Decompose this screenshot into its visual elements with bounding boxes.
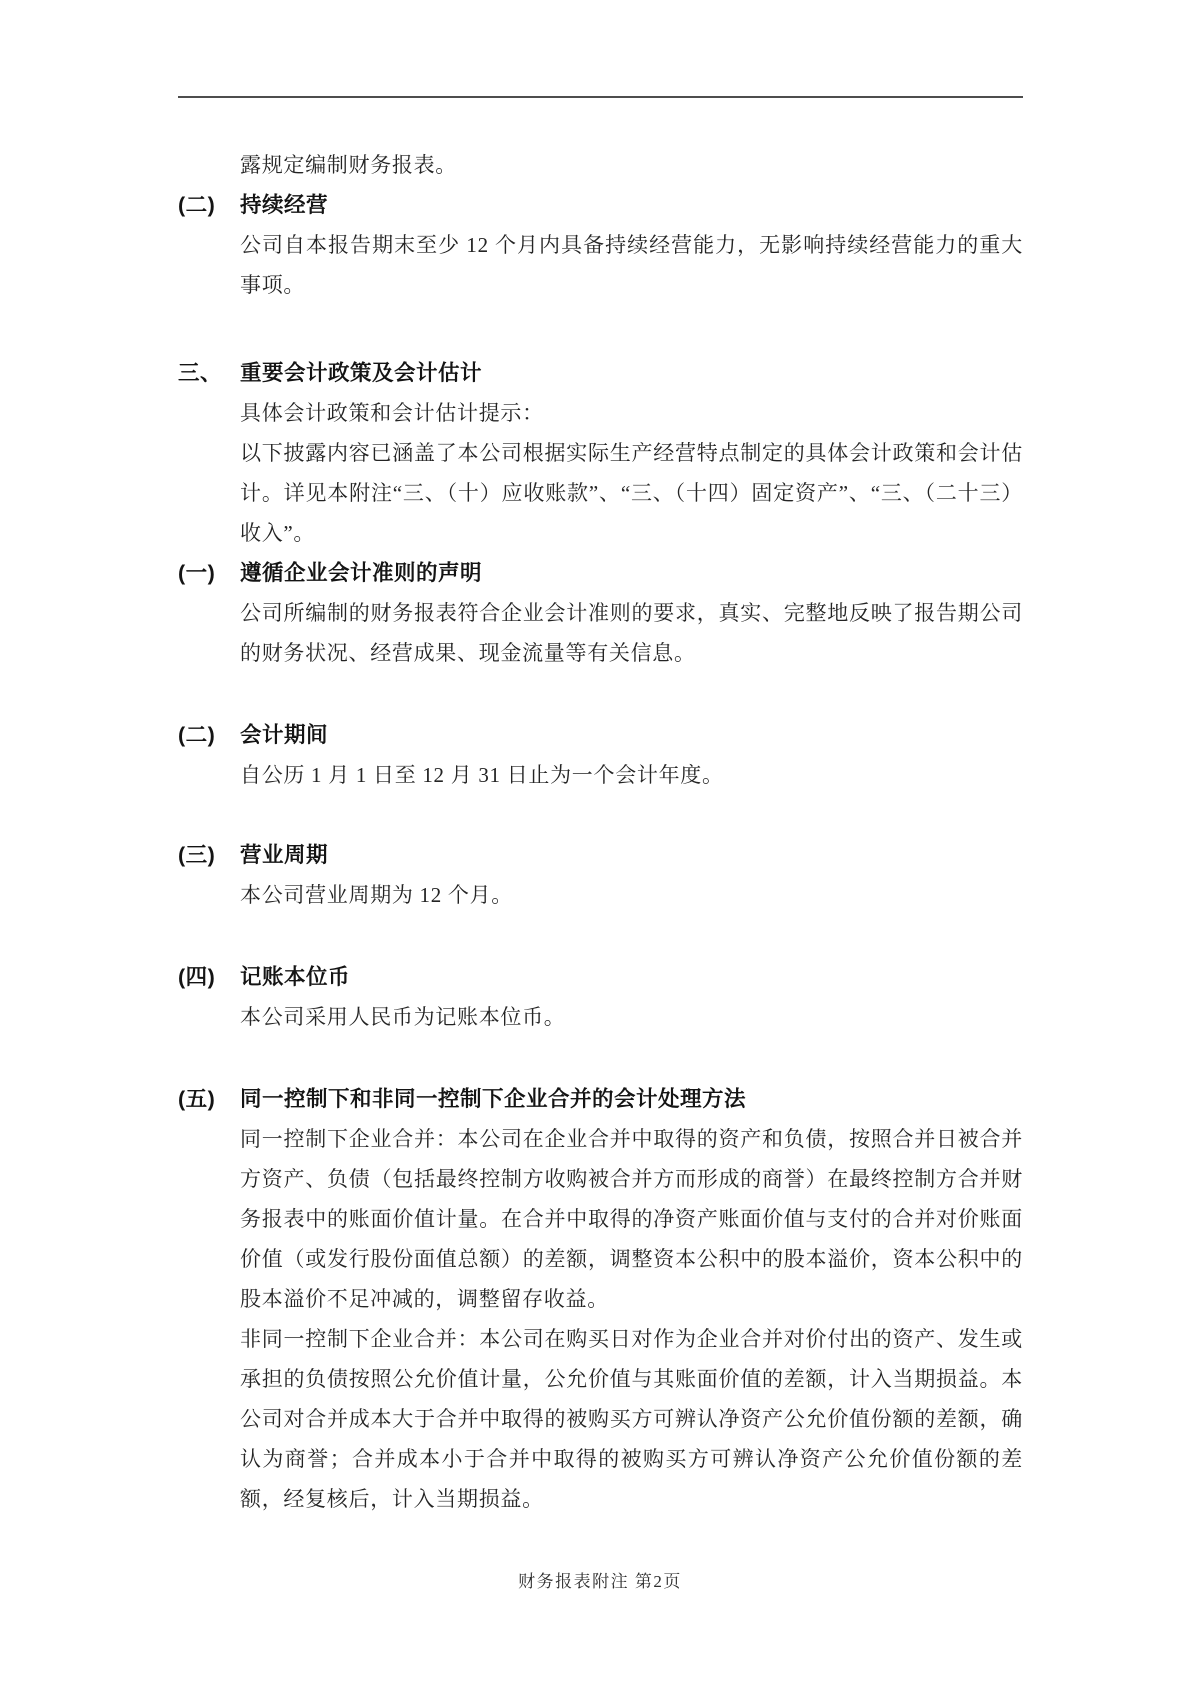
section-title: 营业周期 (240, 843, 329, 867)
section-heading-business-combinations (178, 1079, 1023, 1119)
page-footer (0, 1568, 1200, 1596)
section-heading-compliance-statement (178, 553, 1023, 593)
section-title: 记账本位币 (240, 965, 351, 989)
section-number: (一) (178, 561, 216, 585)
section-number: (二) (178, 193, 216, 217)
section-title: 会计期间 (240, 723, 329, 747)
chapter-number: 三、 (178, 361, 223, 385)
section-title: 持续经营 (240, 193, 329, 217)
paragraph-functional-currency: 本公司采用人民币为记账本位币。 (240, 1005, 566, 1029)
chapter-title: 重要会计政策及会计估计 (240, 361, 483, 385)
section-number: (四) (178, 965, 216, 989)
document-body (178, 145, 1023, 1519)
paragraph-policy-disclosure: 以下披露内容已涵盖了本公司根据实际生产经营特点制定的具体会计政策和会计估计。详见本附注“三、（十）应收账款”、“三、（十四）固定资产”、“三、（二十三）收入”。 (240, 441, 1023, 545)
section-title: 遵循企业会计准则的声明 (240, 561, 483, 585)
paragraph-accounting-period: 自公历 1 月 1 日至 12 月 31 日止为一个会计年度。 (240, 763, 724, 787)
section-heading-going-concern (178, 185, 1023, 225)
paragraph-intro-continuation: 露规定编制财务报表。 (240, 153, 457, 177)
section-heading-operating-cycle (178, 835, 1023, 875)
section-heading-functional-currency (178, 957, 1023, 997)
section-number: (五) (178, 1087, 216, 1111)
paragraph-non-same-control-combination: 非同一控制下企业合并：本公司在购买日对作为企业合并对价付出的资产、发生或承担的负债按照公允价值计量，公允价值与其账面价值的差额，计入当期损益。本公司对合并成本大于合并中取得的被购买方可辨认净资产公允价值份额的差额，确认为商誉；合并成本小于合并中取得的被购买方可辨认净资产公允价值份额的差额，经复核后，计入当期损益。 (240, 1327, 1023, 1511)
paragraph-same-control-combination: 同一控制下企业合并：本公司在企业合并中取得的资产和负债，按照合并日被合并方资产、负债（包括最终控制方收购被合并方而形成的商誉）在最终控制方合并财务报表中的账面价值计量。在合并中取得的净资产账面价值与支付的合并对价账面价值（或发行股份面值总额）的差额，调整资本公积中的股本溢价，资本公积中的股本溢价不足冲减的，调整留存收益。 (240, 1127, 1023, 1311)
chapter-heading-accounting-policies (178, 353, 1023, 393)
header-rule (178, 96, 1023, 98)
section-title: 同一控制下和非同一控制下企业合并的会计处理方法 (240, 1087, 747, 1111)
section-heading-accounting-period (178, 715, 1023, 755)
section-number: (二) (178, 723, 216, 747)
paragraph-going-concern: 公司自本报告期末至少 12 个月内具备持续经营能力，无影响持续经营能力的重大事项。 (240, 233, 1023, 297)
paragraph-policy-hint: 具体会计政策和会计估计提示： (240, 401, 544, 425)
page-footer-text: 财务报表附注 第2页 (518, 1572, 682, 1591)
paragraph-compliance-statement: 公司所编制的财务报表符合企业会计准则的要求，真实、完整地反映了报告期公司的财务状况、经营成果、现金流量等有关信息。 (240, 601, 1023, 665)
paragraph-operating-cycle: 本公司营业周期为 12 个月。 (240, 883, 513, 907)
section-number: (三) (178, 843, 216, 867)
